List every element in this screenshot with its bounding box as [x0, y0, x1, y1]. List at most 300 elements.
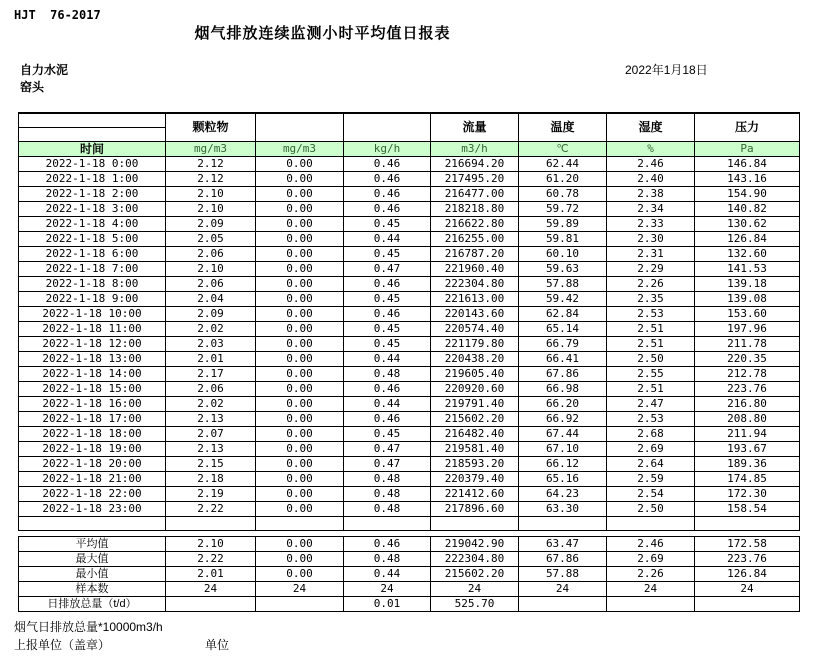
value-cell: 0.45: [344, 216, 431, 231]
time-cell: 2022-1-18 11:00: [19, 321, 166, 336]
summary-value-cell: 215602.20: [431, 566, 519, 581]
value-cell: 0.47: [344, 261, 431, 276]
value-cell: 172.30: [695, 486, 800, 501]
value-cell: 2.51: [607, 381, 695, 396]
time-cell: 2022-1-18 3:00: [19, 201, 166, 216]
value-cell: 2.12: [166, 171, 256, 186]
group-header-particulate: 颗粒物: [166, 113, 256, 141]
value-cell: 0.44: [344, 351, 431, 366]
summary-value-cell: [166, 596, 256, 611]
value-cell: 216477.00: [431, 186, 519, 201]
value-cell: 2.53: [607, 306, 695, 321]
value-cell: 2.40: [607, 171, 695, 186]
value-cell: 132.60: [695, 246, 800, 261]
value-cell: 220.35: [695, 351, 800, 366]
value-cell: 66.20: [519, 396, 607, 411]
value-cell: 216694.20: [431, 156, 519, 171]
summary-value-cell: 24: [256, 581, 344, 596]
value-cell: 216255.00: [431, 231, 519, 246]
summary-value-cell: 0.01: [344, 596, 431, 611]
table-row: [19, 306, 800, 321]
value-cell: 189.36: [695, 456, 800, 471]
summary-label-cell: 最小值: [19, 566, 166, 581]
value-cell: 65.14: [519, 321, 607, 336]
value-cell: 2.12: [166, 156, 256, 171]
value-cell: 0.46: [344, 306, 431, 321]
summary-value-cell: 67.86: [519, 551, 607, 566]
value-cell: 2.02: [166, 396, 256, 411]
summary-value-cell: 0.46: [344, 536, 431, 551]
value-cell: 0.00: [256, 306, 344, 321]
value-cell: 2.02: [166, 321, 256, 336]
summary-label-cell: 最大值: [19, 551, 166, 566]
value-cell: 215602.20: [431, 411, 519, 426]
value-cell: 153.60: [695, 306, 800, 321]
value-cell: 59.63: [519, 261, 607, 276]
table-row: [19, 216, 800, 231]
value-cell: 0.00: [256, 381, 344, 396]
time-cell: 2022-1-18 10:00: [19, 306, 166, 321]
empty-cell: [256, 516, 344, 530]
summary-row: [19, 536, 800, 551]
value-cell: 0.47: [344, 441, 431, 456]
value-cell: 66.41: [519, 351, 607, 366]
report-table-area: [18, 112, 799, 612]
group-header-empty-2: [344, 113, 431, 141]
value-cell: 0.00: [256, 231, 344, 246]
summary-row: [19, 596, 800, 611]
empty-cell: [166, 516, 256, 530]
value-cell: 2.47: [607, 396, 695, 411]
value-cell: 140.82: [695, 201, 800, 216]
value-cell: 219605.40: [431, 366, 519, 381]
value-cell: 0.46: [344, 171, 431, 186]
value-cell: 2.06: [166, 381, 256, 396]
table-row: [19, 426, 800, 441]
summary-value-cell: 2.22: [166, 551, 256, 566]
group-header-empty-1: [256, 113, 344, 141]
value-cell: 67.86: [519, 366, 607, 381]
value-cell: 223.76: [695, 381, 800, 396]
time-cell: 2022-1-18 0:00: [19, 156, 166, 171]
value-cell: 174.85: [695, 471, 800, 486]
value-cell: 2.51: [607, 336, 695, 351]
time-cell: 2022-1-18 15:00: [19, 381, 166, 396]
summary-value-cell: 219042.90: [431, 536, 519, 551]
value-cell: 216787.20: [431, 246, 519, 261]
value-cell: 2.51: [607, 321, 695, 336]
time-cell: 2022-1-18 17:00: [19, 411, 166, 426]
value-cell: 126.84: [695, 231, 800, 246]
value-cell: 218593.20: [431, 456, 519, 471]
value-cell: 2.15: [166, 456, 256, 471]
value-cell: 0.46: [344, 156, 431, 171]
summary-value-cell: 525.70: [431, 596, 519, 611]
empty-spacer-row: [19, 516, 800, 530]
value-cell: 0.46: [344, 186, 431, 201]
value-cell: 2.64: [607, 456, 695, 471]
summary-value-cell: 0.00: [256, 551, 344, 566]
value-cell: 130.62: [695, 216, 800, 231]
value-cell: 59.89: [519, 216, 607, 231]
value-cell: 57.88: [519, 276, 607, 291]
company-name: 自力水泥: [20, 63, 69, 77]
value-cell: 2.07: [166, 426, 256, 441]
time-cell: 2022-1-18 21:00: [19, 471, 166, 486]
value-cell: 0.48: [344, 501, 431, 516]
summary-row: [19, 581, 800, 596]
table-row: [19, 336, 800, 351]
value-cell: 0.45: [344, 426, 431, 441]
table-row: [19, 441, 800, 456]
empty-cell: [519, 516, 607, 530]
value-cell: 0.00: [256, 321, 344, 336]
value-cell: 0.00: [256, 276, 344, 291]
value-cell: 2.10: [166, 261, 256, 276]
summary-value-cell: 57.88: [519, 566, 607, 581]
value-cell: 221412.60: [431, 486, 519, 501]
time-cell: 2022-1-18 2:00: [19, 186, 166, 201]
value-cell: 0.00: [256, 201, 344, 216]
value-cell: 0.00: [256, 471, 344, 486]
value-cell: 0.48: [344, 366, 431, 381]
time-cell: 2022-1-18 22:00: [19, 486, 166, 501]
value-cell: 66.79: [519, 336, 607, 351]
value-cell: 0.00: [256, 186, 344, 201]
time-cell: 2022-1-18 18:00: [19, 426, 166, 441]
summary-value-cell: 24: [519, 581, 607, 596]
value-cell: 2.04: [166, 291, 256, 306]
value-cell: 2.19: [166, 486, 256, 501]
summary-value-cell: 24: [431, 581, 519, 596]
value-cell: 221613.00: [431, 291, 519, 306]
empty-cell: [19, 516, 166, 530]
time-cell: 2022-1-18 9:00: [19, 291, 166, 306]
value-cell: 2.50: [607, 351, 695, 366]
value-cell: 0.00: [256, 351, 344, 366]
value-cell: 2.06: [166, 276, 256, 291]
time-cell: 2022-1-18 5:00: [19, 231, 166, 246]
value-cell: 2.10: [166, 186, 256, 201]
value-cell: 63.30: [519, 501, 607, 516]
empty-cell: [695, 516, 800, 530]
time-cell: 2022-1-18 19:00: [19, 441, 166, 456]
summary-value-cell: 172.58: [695, 536, 800, 551]
value-cell: 0.45: [344, 321, 431, 336]
value-cell: 0.48: [344, 471, 431, 486]
unit-cell-mgm3-a: mg/m3: [166, 141, 256, 156]
value-cell: 220438.20: [431, 351, 519, 366]
value-cell: 0.46: [344, 381, 431, 396]
value-cell: 0.00: [256, 441, 344, 456]
value-cell: 2.46: [607, 156, 695, 171]
flow-total-note: 烟气日排放总量*10000m3/h: [14, 620, 163, 634]
time-cell: 2022-1-18 12:00: [19, 336, 166, 351]
summary-row: [19, 551, 800, 566]
summary-value-cell: 24: [344, 581, 431, 596]
value-cell: 2.13: [166, 441, 256, 456]
value-cell: 61.20: [519, 171, 607, 186]
value-cell: 0.00: [256, 411, 344, 426]
group-header-row-1: [19, 113, 800, 127]
summary-value-cell: 63.47: [519, 536, 607, 551]
value-cell: 217896.60: [431, 501, 519, 516]
summary-label-cell: 样本数: [19, 581, 166, 596]
table-row: [19, 396, 800, 411]
time-cell: 2022-1-18 7:00: [19, 261, 166, 276]
value-cell: 193.67: [695, 441, 800, 456]
summary-value-cell: [607, 596, 695, 611]
time-cell: 2022-1-18 13:00: [19, 351, 166, 366]
unit-cell-mgm3-b: mg/m3: [256, 141, 344, 156]
table-row: [19, 471, 800, 486]
value-cell: 2.55: [607, 366, 695, 381]
table-row: [19, 186, 800, 201]
group-header-temperature: 温度: [519, 113, 607, 141]
value-cell: 219791.40: [431, 396, 519, 411]
value-cell: 197.96: [695, 321, 800, 336]
empty-cell: [607, 516, 695, 530]
value-cell: 143.16: [695, 171, 800, 186]
value-cell: 67.10: [519, 441, 607, 456]
value-cell: 0.00: [256, 501, 344, 516]
summary-value-cell: 0.44: [344, 566, 431, 581]
monitoring-point-name: 窑头: [20, 80, 45, 94]
value-cell: 0.46: [344, 411, 431, 426]
report-date: 2022年1月18日: [625, 63, 708, 77]
value-cell: 139.18: [695, 276, 800, 291]
value-cell: 2.01: [166, 351, 256, 366]
value-cell: 146.84: [695, 156, 800, 171]
summary-value-cell: 24: [607, 581, 695, 596]
page-title: 烟气排放连续监测小时平均值日报表: [194, 25, 451, 42]
value-cell: 2.03: [166, 336, 256, 351]
summary-value-cell: 2.26: [607, 566, 695, 581]
summary-value-cell: [256, 596, 344, 611]
value-cell: 66.98: [519, 381, 607, 396]
time-cell: 2022-1-18 6:00: [19, 246, 166, 261]
value-cell: 59.81: [519, 231, 607, 246]
summary-label-cell: 平均值: [19, 536, 166, 551]
value-cell: 64.23: [519, 486, 607, 501]
table-row: [19, 366, 800, 381]
summary-label-cell: 日排放总量（t/d）: [19, 596, 166, 611]
table-row: [19, 486, 800, 501]
value-cell: 2.68: [607, 426, 695, 441]
value-cell: 216.80: [695, 396, 800, 411]
reporting-unit-label: 上报单位（盖章）: [14, 638, 111, 652]
value-cell: 65.16: [519, 471, 607, 486]
value-cell: 2.09: [166, 216, 256, 231]
summary-value-cell: [695, 596, 800, 611]
group-header-pressure: 压力: [695, 113, 800, 141]
value-cell: 0.48: [344, 486, 431, 501]
value-cell: 0.44: [344, 396, 431, 411]
time-cell: 2022-1-18 1:00: [19, 171, 166, 186]
summary-table: [18, 536, 800, 612]
summary-row: [19, 566, 800, 581]
value-cell: 0.45: [344, 246, 431, 261]
value-cell: 0.00: [256, 291, 344, 306]
value-cell: 0.00: [256, 171, 344, 186]
value-cell: 217495.20: [431, 171, 519, 186]
summary-value-cell: 0.00: [256, 566, 344, 581]
summary-value-cell: 2.69: [607, 551, 695, 566]
value-cell: 59.72: [519, 201, 607, 216]
value-cell: 220143.60: [431, 306, 519, 321]
summary-value-cell: 223.76: [695, 551, 800, 566]
unit-cell-percent: %: [607, 141, 695, 156]
value-cell: 220920.60: [431, 381, 519, 396]
value-cell: 211.78: [695, 336, 800, 351]
summary-value-cell: 2.01: [166, 566, 256, 581]
value-cell: 0.00: [256, 216, 344, 231]
value-cell: 62.44: [519, 156, 607, 171]
value-cell: 0.46: [344, 276, 431, 291]
value-cell: 2.30: [607, 231, 695, 246]
value-cell: 211.94: [695, 426, 800, 441]
value-cell: 0.00: [256, 261, 344, 276]
time-column-header: 时间: [19, 141, 166, 156]
value-cell: 2.38: [607, 186, 695, 201]
value-cell: 0.00: [256, 456, 344, 471]
value-cell: 208.80: [695, 411, 800, 426]
time-cell: 2022-1-18 20:00: [19, 456, 166, 471]
table-row: [19, 456, 800, 471]
value-cell: 2.06: [166, 246, 256, 261]
value-cell: 212.78: [695, 366, 800, 381]
value-cell: 2.31: [607, 246, 695, 261]
value-cell: 2.05: [166, 231, 256, 246]
value-cell: 2.69: [607, 441, 695, 456]
unit-cell-m3h: m3/h: [431, 141, 519, 156]
value-cell: 0.00: [256, 366, 344, 381]
time-cell: 2022-1-18 23:00: [19, 501, 166, 516]
group-header-flow: 流量: [431, 113, 519, 141]
value-cell: 2.17: [166, 366, 256, 381]
value-cell: 222304.80: [431, 276, 519, 291]
value-cell: 2.18: [166, 471, 256, 486]
value-cell: 0.00: [256, 486, 344, 501]
value-cell: 0.00: [256, 156, 344, 171]
value-cell: 0.44: [344, 231, 431, 246]
value-cell: 2.34: [607, 201, 695, 216]
table-row: [19, 291, 800, 306]
table-row: [19, 351, 800, 366]
value-cell: 0.00: [256, 336, 344, 351]
value-cell: 2.54: [607, 486, 695, 501]
value-cell: 2.26: [607, 276, 695, 291]
value-cell: 2.50: [607, 501, 695, 516]
value-cell: 60.78: [519, 186, 607, 201]
table-row: [19, 276, 800, 291]
value-cell: 220379.40: [431, 471, 519, 486]
value-cell: 221960.40: [431, 261, 519, 276]
value-cell: 141.53: [695, 261, 800, 276]
table-row: [19, 411, 800, 426]
time-cell: 2022-1-18 16:00: [19, 396, 166, 411]
value-cell: 2.29: [607, 261, 695, 276]
table-row: [19, 321, 800, 336]
data-rows: [19, 156, 800, 516]
group-header-empty-bottom: [19, 127, 166, 141]
value-cell: 221179.80: [431, 336, 519, 351]
value-cell: 0.45: [344, 291, 431, 306]
value-cell: 2.10: [166, 201, 256, 216]
time-cell: 2022-1-18 14:00: [19, 366, 166, 381]
unit-cell-kgh: kg/h: [344, 141, 431, 156]
summary-value-cell: 0.00: [256, 536, 344, 551]
value-cell: 220574.40: [431, 321, 519, 336]
unit-cell-pa: Pa: [695, 141, 800, 156]
value-cell: 67.44: [519, 426, 607, 441]
table-row: [19, 501, 800, 516]
value-cell: 216622.80: [431, 216, 519, 231]
summary-value-cell: 24: [166, 581, 256, 596]
table-row: [19, 156, 800, 171]
value-cell: 216482.40: [431, 426, 519, 441]
unit-cell-celsius: ℃: [519, 141, 607, 156]
time-cell: 2022-1-18 4:00: [19, 216, 166, 231]
value-cell: 2.13: [166, 411, 256, 426]
value-cell: 59.42: [519, 291, 607, 306]
value-cell: 139.08: [695, 291, 800, 306]
value-cell: 2.33: [607, 216, 695, 231]
unit-header-row: [19, 141, 800, 156]
value-cell: 0.00: [256, 426, 344, 441]
empty-cell: [431, 516, 519, 530]
value-cell: 0.00: [256, 396, 344, 411]
value-cell: 158.54: [695, 501, 800, 516]
empty-cell: [344, 516, 431, 530]
value-cell: 66.12: [519, 456, 607, 471]
time-cell: 2022-1-18 8:00: [19, 276, 166, 291]
value-cell: 154.90: [695, 186, 800, 201]
value-cell: 2.09: [166, 306, 256, 321]
value-cell: 2.35: [607, 291, 695, 306]
value-cell: 60.10: [519, 246, 607, 261]
table-row: [19, 171, 800, 186]
summary-rows: [19, 536, 800, 611]
table-row: [19, 246, 800, 261]
summary-value-cell: [519, 596, 607, 611]
value-cell: 2.22: [166, 501, 256, 516]
value-cell: 2.53: [607, 411, 695, 426]
value-cell: 0.46: [344, 201, 431, 216]
value-cell: 0.47: [344, 456, 431, 471]
group-header-empty-top: [19, 113, 166, 127]
report-table: [18, 112, 800, 531]
summary-value-cell: 2.46: [607, 536, 695, 551]
summary-value-cell: 2.10: [166, 536, 256, 551]
value-cell: 219581.40: [431, 441, 519, 456]
value-cell: 2.59: [607, 471, 695, 486]
table-row: [19, 261, 800, 276]
summary-value-cell: 24: [695, 581, 800, 596]
value-cell: 218218.80: [431, 201, 519, 216]
unit-label: 单位: [205, 638, 230, 652]
table-row: [19, 231, 800, 246]
table-row: [19, 381, 800, 396]
summary-value-cell: 126.84: [695, 566, 800, 581]
summary-value-cell: 0.48: [344, 551, 431, 566]
value-cell: 0.00: [256, 246, 344, 261]
value-cell: 66.92: [519, 411, 607, 426]
group-header-humidity: 湿度: [607, 113, 695, 141]
summary-value-cell: 222304.80: [431, 551, 519, 566]
standard-code: HJT 76-2017: [14, 8, 101, 22]
value-cell: 0.45: [344, 336, 431, 351]
